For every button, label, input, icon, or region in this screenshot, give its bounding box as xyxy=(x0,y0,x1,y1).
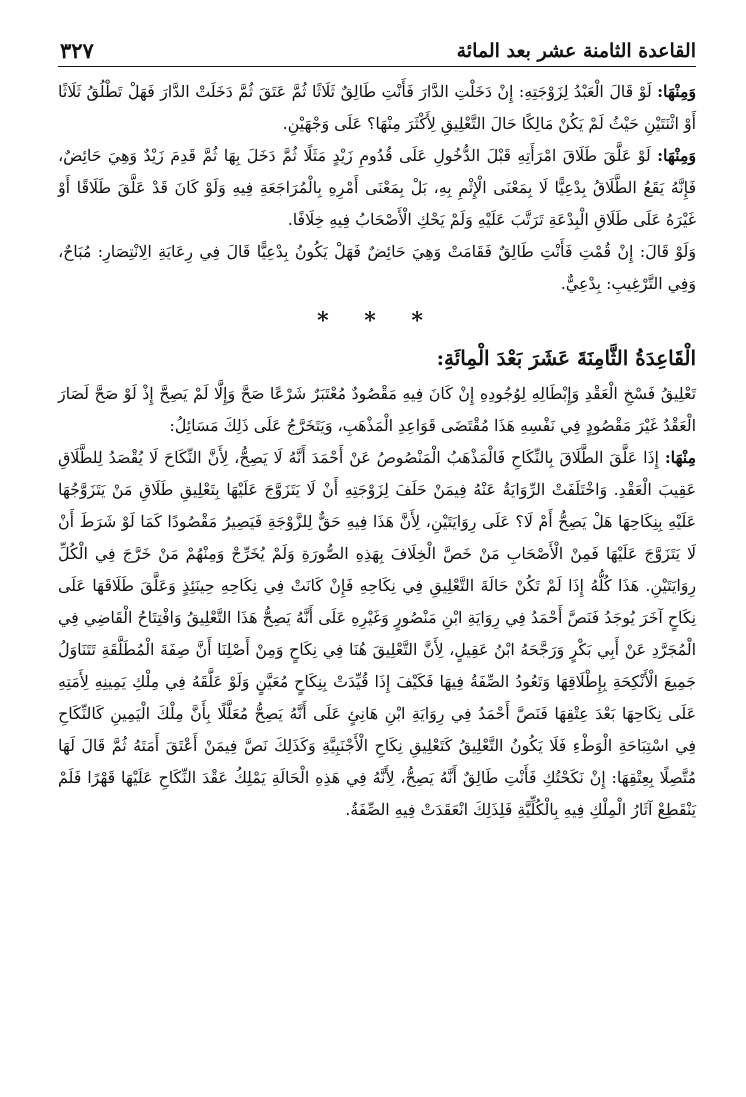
paragraph xyxy=(58,76,696,140)
page-body xyxy=(58,76,696,826)
paragraph xyxy=(58,442,696,826)
paragraph xyxy=(58,236,696,300)
paragraph-lead: مِنْهَا: xyxy=(664,448,696,467)
section-title: الْقَاعِدَةُ الثَّامِنَةَ عَشَرَ بَعْدَ الْمِائَةِ: xyxy=(436,346,696,370)
paragraph-text: وَلَوْ قَالَ: إِنْ قُمْتِ فَأَنْتِ طَالِقٌ فَقَامَتْ وَهِيَ حَائِضٌ فَهَلْ يَكُونُ بِدْعِيًّا قَالَ فِي رِعَايَةِ الِانْتِصَارِ: مُبَاحٌ، وَفِي التَّرْغِيبِ: بِدْعِيٌّ. xyxy=(58,242,696,293)
paragraph-text: لَوْ عَلَّقَ طَلَاقَ امْرَأَتِهِ قَبْلَ الدُّخُولِ عَلَى قُدُومِ زَيْدٍ مَثَلًا ثُمَّ دَخَلَ بِهَا ثُمَّ قَدِمَ زَيْدٌ وَهِيَ حَائِضٌ، فَإِنَّهُ يَقَعُ الطَّلَاقُ بِدْعِيًّا لَا بِمَعْنَى الْإِثْمِ بِهِ، بَلْ بِمَعْنَى أَمْرِهِ بِالْمُرَاجَعَةِ فِيهِ وَلَوْ كَانَ قَدْ عَلَّقَ طَلَاقًا أَوْ غَيْرَهُ عَلَى طَلَاقِ الْبِدْعَةِ تَرَتَّبَ عَلَيْهِ وَلَمْ يَحْكِ الْأَصْحَابُ فِيهِ خِلَافًا. xyxy=(58,146,696,229)
paragraph-text: إِذَا عَلَّقَ الطَّلَاقَ بِالنِّكَاحِ فَالْمَذْهَبُ الْمَنْصُوصُ عَنْ أَحْمَدَ أَنَّهُ لَا يَصِحُّ، لِأَنَّ النِّكَاحَ لَا يُقْصَدُ لِلطَّلَاقِ عَقِيبَ الْعَقْدِ. وَاخْتَلَفَتْ الرِّوَايَةُ عَنْهُ فِيمَنْ حَلَفَ لِزَوْجَتِهِ أَنْ لَا يَتَزَوَّجَ عَلَيْهَا بِتَعْلِيقِ طَلَاقِ مَنْ يَتَزَوَّجُهَا عَلَيْهِ بِنِكَاحِهَا هَلْ يَصِحُّ أَمْ لَا؟ عَلَى رِوَايَتَيْنِ، لِأَنَّ هَذَا فِيهِ حَقٌّ لِلزَّوْجَةِ فَيَصِيرُ مَقْصُودًا كَمَا لَوْ شَرَطَ أَنْ لَا يَتَزَوَّجَ عَلَيْهَا فَمِنْ الْأَصْحَابِ مَنْ خَصَّ الْخِلَافَ بِهَذِهِ الصُّورَةِ وَلَمْ يُخَرِّجْ وَمِنْهُمْ مَنْ خَرَّجَ فِي الْكُلِّ رِوَايَتَيْنِ. هَذَا كُلُّهُ إِذَا لَمْ تَكُنْ حَالَةَ التَّعْلِيقِ فِي نِكَاحِهِ فَإِنْ كَانَتْ فِي نِكَاحِهِ حِينَئِذٍ وَعَلَّقَ طَلَاقَهَا عَلَى نِكَاحٍ آخَرَ يُوجَدُ فَنَصَّ أَحْمَدُ فِي رِوَايَةِ ابْنِ مَنْصُورٍ وَغَيْرِهِ عَلَى أَنَّهُ يَصِحُّ هَذَا التَّعْلِيقُ وَافْتِتَاحُ الْقَاضِي فِي الْمُجَرَّدِ عَنْ أَبِي بَكْرٍ وَرَجَّحَهُ ابْنُ عَقِيلٍ، لِأَنَّ التَّعْلِيقَ هُنَا فِي نِكَاحٍ وَمِنْ أَصْلِنَا أَنَّ صِفَةَ الْمُطَلَّقَةِ تَتَنَاوَلُ جَمِيعَ الْأَنْكِحَةِ بِإِطْلَاقِهَا وَتَعُودُ الصِّفَةُ فِيهَا فَكَيْفَ إِذَا قُيِّدَتْ بِنِكَاحٍ مُعَيَّنٍ وَلَوْ عَلَّقَهُ فِي مِلْكِ يَمِينِهِ لِأَمَتِهِ عَلَى نِكَاحِهَا بَعْدَ عِتْقِهَا فَنَصَّ أَحْمَدُ فِي رِوَايَةِ ابْنِ هَانِئٍ عَلَى أَنَّهُ يَصِحُّ مُعَلَّلًا بِأَنَّ مِلْكَ الْيَمِينِ كَالنِّكَاحِ فِي اسْتِبَاحَةِ الْوَطْءِ فَلَا يَكُونُ التَّعْلِيقُ كَتَعْلِيقِ نِكَاحِ الْأَجْنَبِيَّةِ وَكَذَلِكَ نَصَّ فِيمَنْ أَعْتَقَ أَمَتَهُ ثُمَّ قَالَ لَهَا مُتَّصِلًا بِعِتْقِهَا: إِنْ نَكَحْتُكِ فَأَنْتِ طَالِقٌ أَنَّهُ يَصِحُّ، لِأَنَّهُ فِي هَذِهِ الْحَالَةِ يَمْلِكُ عَقْدَ النِّكَاحِ عَلَيْهَا قَهْرًا فَلَمْ يَنْقَطِعْ آثَارُ الْمِلْكِ فِيهِ بِالْكُلِّيَّةِ فَلِذَلِكَ انْعَقَدَتْ فِيهِ الصِّفَةُ. xyxy=(58,448,696,819)
paragraph-text: لَوْ قَالَ الْعَبْدُ لِزَوْجَتِهِ: إِنْ دَخَلْتِ الدَّارَ فَأَنْتِ طَالِقٌ ثَلَاثًا ثُمَّ عَتَقَ ثُمَّ دَخَلَتْ الدَّارَ فَهَلْ تَطْلُقُ ثَلَاثًا أَوْ اثْنَتَيْنِ حَيْثُ لَمْ يَكُنْ مَالِكًا حَالَ التَّعْلِيقِ لِأَكْثَرَ مِنْهَا؟ عَلَى وَجْهَيْنِ. xyxy=(58,82,696,133)
page-header xyxy=(58,38,696,67)
paragraph xyxy=(58,140,696,236)
paragraph-lead: وَمِنْهَا: xyxy=(657,146,696,165)
page-number: ٣٢٧ xyxy=(60,38,94,63)
paragraph-text: تَعْلِيقُ فَسْخِ الْعَقْدِ وَإِبْطَالِهِ لِوُجُودِهِ إِنْ كَانَ فِيهِ مَقْصُودٌ مُعْتَبَرٌ شَرْعًا صَحَّ وَإِلَّا لَمْ يَصِحَّ إِذْ لَوْ صَحَّ لَصَارَ الْعَقْدُ غَيْرَ مَقْصُودٍ فِي نَفْسِهِ هَذَا مُقْتَضَى قَوَاعِدِ الْمَذْهَبِ، وَيَتَخَرَّجُ عَلَى ذَلِكَ مَسَائِلُ: xyxy=(58,384,696,435)
section-separator: * * * xyxy=(317,308,437,334)
paragraph-lead: وَمِنْهَا: xyxy=(657,82,696,101)
running-title: القاعدة الثامنة عشر بعد المائة xyxy=(456,40,696,62)
book-page xyxy=(58,38,696,826)
paragraph xyxy=(58,378,696,442)
